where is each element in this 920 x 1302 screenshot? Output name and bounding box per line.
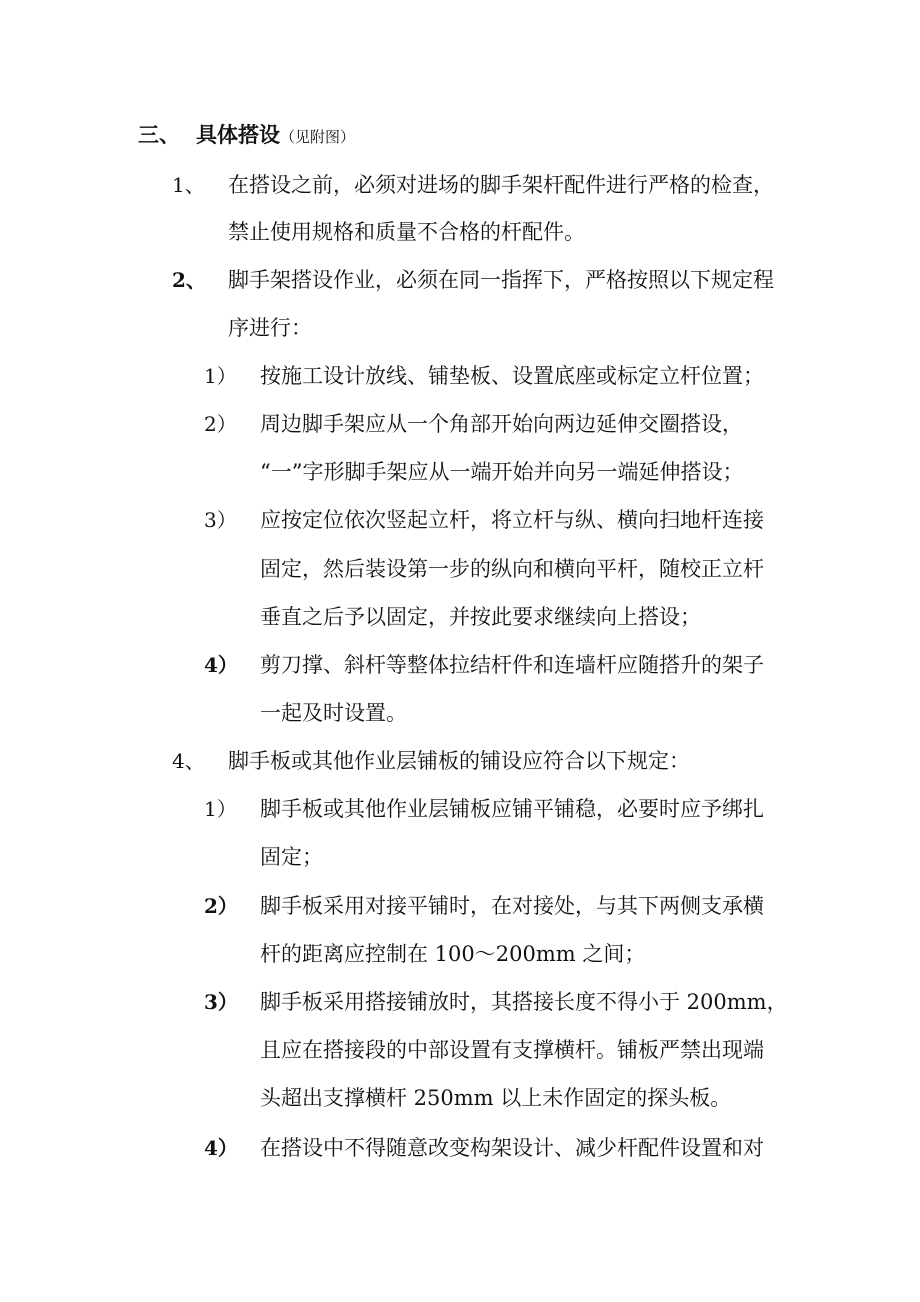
item-text-line: 禁止使用规格和质量不合格的杆配件。 <box>228 220 585 244</box>
subitem-text-line: 一起及时设置。 <box>260 701 407 725</box>
subitem-marker: 3） <box>204 990 238 1014</box>
section-number: 三、 <box>138 122 180 147</box>
subitem-text-line: 脚手板采用对接平铺时，在对接处，与其下两侧支承横 <box>260 894 764 918</box>
subitem-marker: 1） <box>204 364 237 388</box>
subitem-text-line: 垂直之后予以固定，并按此要求继续向上搭设； <box>260 605 701 629</box>
item-marker: 2、 <box>172 268 206 292</box>
item-marker: 1、 <box>172 173 205 197</box>
subitem-text-line: 脚手板或其他作业层铺板应铺平铺稳，必要时应予绑扎 <box>260 797 764 821</box>
subitem-text-line: 固定； <box>260 845 323 869</box>
subitem-text-line: 脚手板采用搭接铺放时，其搭接长度不得小于 200mm， <box>260 990 788 1014</box>
subitem-text-line: 剪刀撑、斜杆等整体拉结杆件和连墙杆应随搭升的架子 <box>260 653 764 677</box>
subitem-marker: 3） <box>204 508 237 532</box>
section-heading <box>138 119 355 153</box>
subitem-marker: 4） <box>204 653 238 677</box>
subitem-text-line: 杆的距离应控制在 100～200mm 之间； <box>260 942 646 966</box>
item-marker: 4、 <box>172 749 205 773</box>
item-text-line: 脚手板或其他作业层铺板的铺设应符合以下规定： <box>228 749 690 773</box>
section-title: 具体搭设 <box>196 122 280 147</box>
subitem-text-line: 且应在搭接段的中部设置有支撑横杆。铺板严禁出现端 <box>260 1038 764 1062</box>
subitem-text-line: 应按定位依次竖起立杆，将立杆与纵、横向扫地杆连接 <box>260 508 764 532</box>
item-text-line: 脚手架搭设作业，必须在同一指挥下，严格按照以下规定程 <box>228 268 774 292</box>
subitem-text-line: “一”字形脚手架应从一端开始并向另一端延伸搭设； <box>260 460 744 484</box>
subitem-text-line: 头超出支撑横杆 250mm 以上未作固定的探头板。 <box>260 1086 732 1110</box>
section-note: （见附图） <box>280 128 356 146</box>
subitem-marker: 1） <box>204 797 237 821</box>
subitem-text-line: 按施工设计放线、铺垫板、设置底座或标定立杆位置； <box>260 364 764 388</box>
subitem-text-line: 固定，然后装设第一步的纵向和横向平杆，随校正立杆 <box>260 557 764 581</box>
subitem-marker: 4） <box>204 1136 238 1160</box>
subitem-marker: 2） <box>204 412 237 436</box>
item-text-line: 在搭设之前，必须对进场的脚手架杆配件进行严格的检查， <box>228 173 774 197</box>
subitem-text-line: 在搭设中不得随意改变构架设计、减少杆配件设置和对 <box>260 1136 764 1160</box>
subitem-marker: 2） <box>204 894 238 918</box>
subitem-text-line: 周边脚手架应从一个角部开始向两边延伸交圈搭设， <box>260 412 743 436</box>
item-text-line: 序进行： <box>228 316 312 340</box>
